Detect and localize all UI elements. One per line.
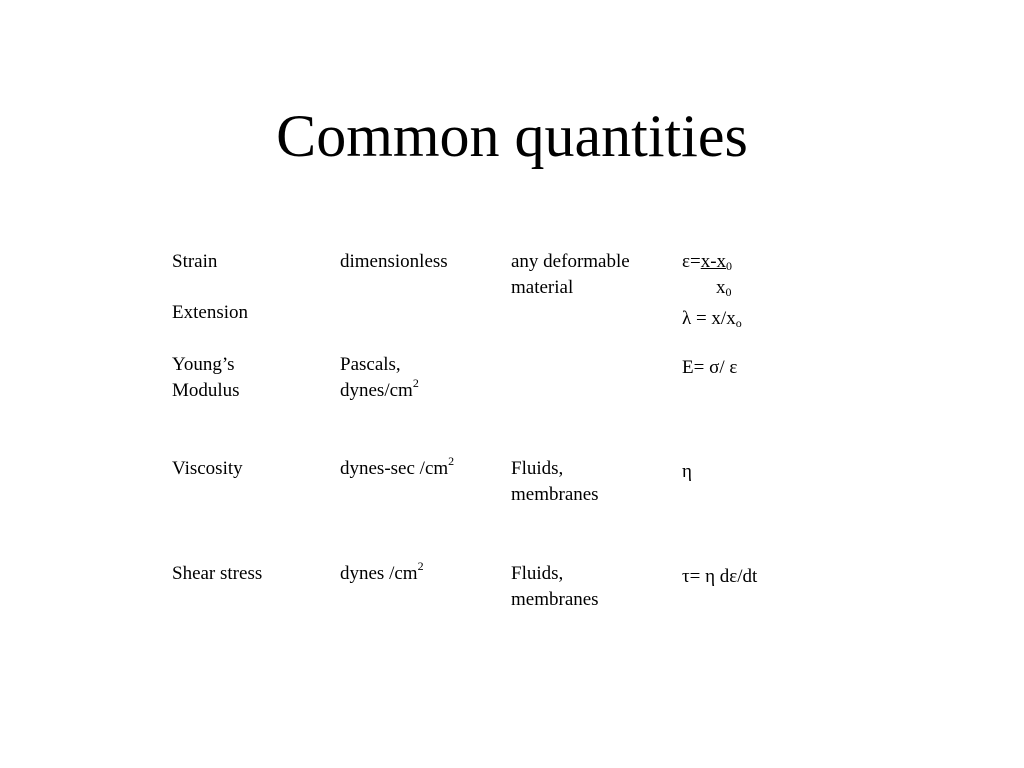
units-viscosity: dynes-sec $/cm^2$ bbox=[340, 454, 455, 479]
formula-strain-denominator: x bbox=[716, 277, 726, 298]
formula-strain-denominator-sub: 0 bbox=[725, 285, 732, 299]
formula-strain-numerator: $x-x_0$ bbox=[700, 251, 733, 273]
formula-extension-sub: o bbox=[735, 316, 742, 330]
formula-youngs-modulus: E= σ/ ε bbox=[682, 357, 738, 378]
applies-shear-stress bbox=[511, 561, 599, 613]
page-title: Common quantities bbox=[276, 103, 748, 169]
quantity-youngs-line1: Young’s bbox=[172, 354, 235, 375]
formula-extension bbox=[682, 306, 742, 332]
applies-viscosity-line2: membranes bbox=[511, 484, 599, 505]
units-youngs-modulus bbox=[340, 352, 419, 404]
quantity-viscosity: Viscosity bbox=[172, 458, 243, 479]
applies-shear-line1: Fluids, bbox=[511, 563, 564, 584]
quantity-youngs-line2: Modulus bbox=[172, 380, 240, 401]
quantity-extension: Extension bbox=[172, 302, 248, 323]
units-youngs-line1: Pascals, bbox=[340, 354, 401, 375]
quantity-shear-stress: Shear stress bbox=[172, 563, 263, 584]
units-strain: dimensionless bbox=[340, 251, 448, 272]
quantity-youngs-modulus bbox=[172, 352, 240, 404]
formula-strain bbox=[682, 249, 732, 301]
units-viscosity-sup: 2 bbox=[448, 454, 455, 468]
formula-shear-stress: τ= η dε/dt bbox=[682, 566, 758, 587]
applies-viscosity-line1: Fluids, bbox=[511, 458, 564, 479]
units-shear-stress: dynes $/cm^2$ bbox=[340, 559, 424, 584]
units-youngs-sup: 2 bbox=[412, 376, 419, 390]
formula-viscosity: η bbox=[682, 461, 692, 482]
units-youngs-line2: dynes/cm bbox=[340, 380, 413, 401]
quantity-strain: Strain bbox=[172, 251, 218, 272]
applies-strain-line1: any deformable bbox=[511, 251, 630, 272]
applies-viscosity bbox=[511, 456, 599, 508]
applies-strain bbox=[511, 249, 630, 301]
formula-strain-numerator-sub: 0 bbox=[726, 259, 733, 273]
units-shear-stress-sup: 2 bbox=[417, 559, 424, 573]
formula-extension-text: λ = x/x bbox=[682, 308, 736, 329]
applies-strain-line2: material bbox=[511, 277, 574, 298]
applies-shear-line2: membranes bbox=[511, 589, 599, 610]
formula-strain-lhs: ε= bbox=[682, 251, 701, 272]
